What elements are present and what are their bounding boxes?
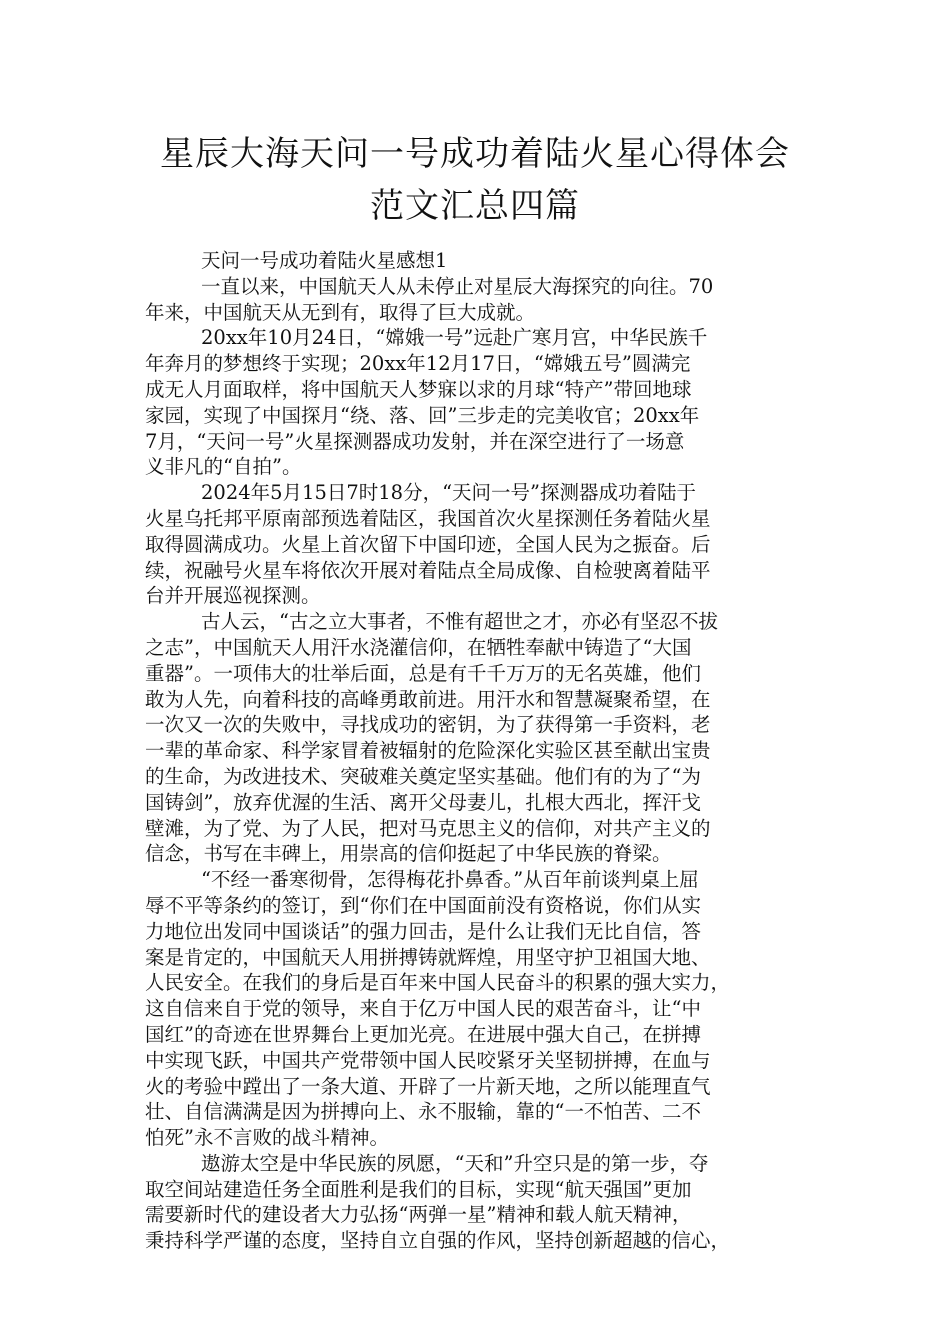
text-line: 年来，中国航天从无到有，取得了巨大成就。: [145, 300, 536, 324]
text-line: 信念，书写在丰碑上，用崇高的信仰挺起了中华民族的脊梁。: [145, 842, 672, 866]
text-line: 人民安全。在我们的身后是百年来中国人民奋斗的积累的强大实力，: [145, 971, 731, 995]
text-line: 续，祝融号火星车将依次开展对着陆点全局成像、自检驶离着陆平: [145, 558, 711, 582]
text-line: 壮、自信满满是因为拼搏向上、永不服输，靠的“一不怕苦、二不: [145, 1100, 701, 1124]
text-line: 这自信来自于党的领导，来自于亿万中国人民的艰苦奋斗，让“中: [145, 997, 701, 1021]
text-line: 家园，实现了中国探月“绕、落、回”三步走的完美收官；20xx年: [145, 403, 700, 427]
text-line: 一次又一次的失败中，寻找成功的密钥，为了获得第一手资料，老: [145, 713, 711, 737]
text-line: 天问一号成功着陆火星感想1: [201, 249, 448, 272]
paragraph: [145, 274, 805, 326]
paragraph: [145, 1151, 805, 1254]
text-line: 敢为人先，向着科技的高峰勇敢前进。用汗水和智慧凝聚希望，在: [145, 687, 711, 711]
text-line: 案是肯定的，中国航天人用拼搏铸就辉煌，用坚守护卫祖国大地、: [145, 945, 711, 969]
text-line: 国铸剑”，放弃优渥的生活、离开父母妻儿，扎根大西北，挥汗戈: [145, 790, 701, 814]
text-line: 一辈的革命家、科学家冒着被辐射的危险深化实验区甚至献出宝贵: [145, 739, 711, 763]
text-line: 辱不平等条约的签订，到“你们在中国面前没有资格说，你们从实: [145, 893, 701, 917]
paragraph: [145, 325, 805, 480]
text-line: 2024年5月15日7时18分，“天问一号”探测器成功着陆于: [201, 481, 697, 505]
text-line: 秉持科学严谨的态度，坚持自立自强的作风，坚持创新超越的信心，: [145, 1229, 731, 1253]
paragraph: [145, 480, 805, 609]
text-line: 重器”。一项伟大的壮举后面，总是有千千万万的无名英雄，他们: [145, 661, 701, 685]
section-heading: [145, 248, 805, 274]
text-line: 中实现飞跃，中国共产党带领中国人民咬紧牙关坚韧拼搏，在血与: [145, 1048, 711, 1072]
text-line: “不经一番寒彻骨，怎得梅花扑鼻香。”从百年前谈判桌上屈: [201, 868, 699, 892]
text-line: 怕死”永不言败的战斗精神。: [145, 1126, 389, 1150]
document-body: [145, 248, 805, 1254]
text-line: 古人云，“古之立大事者，不惟有超世之才，亦必有坚忍不拔: [201, 610, 718, 634]
title-line-1: 星辰大海天问一号成功着陆火星心得体会: [160, 134, 790, 174]
text-line: 20xx年10月24日，“嫦娥一号”远赴广寒月宫，中华民族千: [201, 326, 708, 350]
text-line: 的生命，为改进技术、突破难关奠定坚实基础。他们有的为了“为: [145, 764, 701, 788]
document-title: [100, 128, 850, 232]
text-line: 取空间站建造任务全面胜利是我们的目标，实现“航天强国”更加: [145, 1177, 692, 1201]
text-line: 需要新时代的建设者大力弘扬“两弹一星”精神和载人航天精神，: [145, 1203, 692, 1227]
text-line: 遨游太空是中华民族的夙愿，“天和”升空只是的第一步，夺: [201, 1151, 709, 1175]
paragraph: [145, 609, 805, 867]
text-line: 火星乌托邦平原南部预选着陆区，我国首次火星探测任务着陆火星: [145, 506, 711, 530]
title-line-2: 范文汇总四篇: [370, 186, 580, 226]
text-line: 义非凡的“自拍”。: [145, 455, 302, 479]
text-line: 之志”，中国航天人用汗水浇灌信仰，在牺牲奉献中铸造了“大国: [145, 635, 692, 659]
text-line: 力地位出发同中国谈话”的强力回击，是什么让我们无比自信，答: [145, 919, 701, 943]
text-line: 一直以来，中国航天人从未停止对星辰大海探究的向往。70: [201, 274, 714, 298]
text-line: 火的考验中蹚出了一条大道、开辟了一片新天地，之所以能理直气: [145, 1074, 711, 1098]
text-line: 成无人月面取样，将中国航天人梦寐以求的月球“特产”带回地球: [145, 377, 692, 401]
text-line: 台并开展巡视探测。: [145, 584, 321, 608]
text-line: 壁滩，为了党、为了人民，把对马克思主义的信仰，对共产主义的: [145, 816, 711, 840]
paragraph: [145, 867, 805, 1151]
text-line: 取得圆满成功。火星上首次留下中国印迹，全国人民为之振奋。后: [145, 532, 711, 556]
text-line: 国红”的奇迹在世界舞台上更加光亮。在进展中强大自己，在拼搏: [145, 1022, 701, 1046]
text-line: 7月，“天问一号”火星探测器成功发射，并在深空进行了一场意: [145, 429, 685, 453]
text-line: 年奔月的梦想终于实现；20xx年12月17日，“嫦娥五号”圆满完: [145, 352, 691, 376]
